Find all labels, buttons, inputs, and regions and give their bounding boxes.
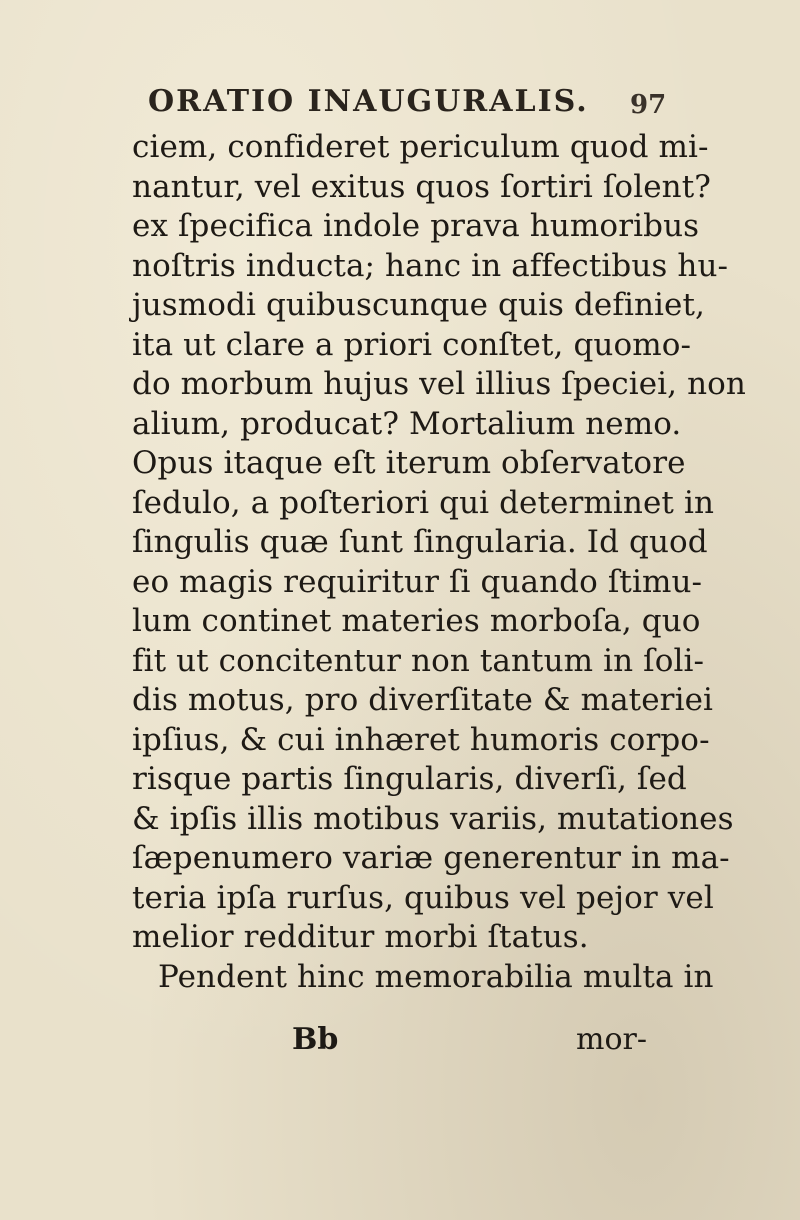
text-line: nantur, vel exitus quos ſortiri ſolent? <box>132 168 712 205</box>
text-line: dis motus, pro diverſitate & materiei <box>132 682 714 718</box>
text-line: Opus itaque eſt iterum obſervatore <box>132 445 686 481</box>
text-line: ipſius, & cui inhæret humoris corpo- <box>132 721 710 758</box>
page-footer <box>132 1022 692 1062</box>
text-line: noſtris inducta; hanc in affectibus hu- <box>132 247 729 284</box>
text-line: teria ipſa rurſus, quibus vel pejor vel <box>132 879 714 916</box>
text-line: ita ut clare a priori conſtet, quomo- <box>132 326 692 363</box>
page-number: 97 <box>630 90 667 120</box>
text-line: ſingulis quæ ſunt ſingularia. Id quod <box>132 524 708 560</box>
text-line: ex ſpecifica indole prava humoribus <box>132 208 700 244</box>
text-line: eo magis requiritur ſi quando ſtimu- <box>132 563 703 600</box>
text-line: ciem, confideret periculum quod mi- <box>132 129 709 165</box>
text-line: do morbum hujus vel illius ſpeciei, non <box>132 366 746 402</box>
signature-mark: Bb <box>292 1022 339 1057</box>
body-text <box>132 128 746 997</box>
text-line: ſæpenumero variæ generentur in ma- <box>132 840 730 876</box>
page-header <box>140 84 680 124</box>
catchword: mor- <box>576 1022 647 1057</box>
text-line: risque partis ſingularis, diverſi, ſed <box>132 761 687 797</box>
running-head: ORATIO INAUGURALIS. <box>148 84 589 119</box>
text-line: alium, producat? Mortalium nemo. <box>132 405 682 442</box>
text-line: melior redditur morbi ſtatus. <box>132 919 589 955</box>
text-line: & ipſis illis motibus variis, mutationes <box>132 800 734 837</box>
text-line: ſedulo, a poſteriori qui determinet in <box>132 484 715 521</box>
paragraph-start-line: Pendent hinc memorabilia multa in <box>158 958 714 995</box>
text-line: fit ut concitentur non tantum in ſoli- <box>132 642 705 679</box>
text-line: jusmodi quibuscunque quis definiet, <box>132 287 706 323</box>
text-line: lum continet materies morboſa, quo <box>132 603 701 639</box>
